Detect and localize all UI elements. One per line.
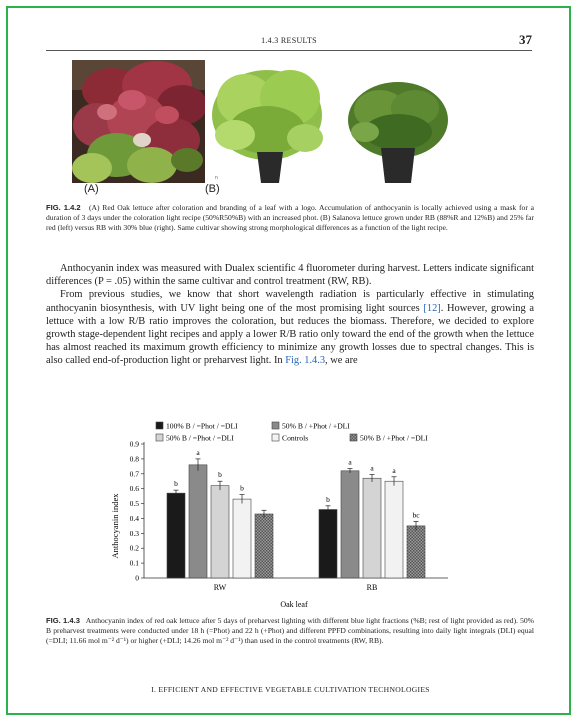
significance-letter: a [348, 457, 352, 467]
y-tick-label: 0.4 [129, 513, 139, 523]
figure-label-1: FIG. 1.4.2 [46, 203, 81, 212]
panel-a-label: (A) [84, 183, 99, 195]
bar [255, 514, 273, 578]
bar [167, 493, 185, 578]
legend-swatch [156, 422, 163, 429]
tiny-mark: n [215, 175, 218, 181]
running-head [46, 34, 532, 51]
paragraph-2 [46, 288, 534, 367]
legend-swatch [156, 434, 163, 441]
bar [233, 499, 251, 578]
legend-swatch [350, 434, 357, 441]
bar [189, 465, 207, 578]
figure-caption-text-2: Anthocyanin index of red oak lettuce after 5 days of preharvest lighting with different blue light fractions (%B; rest of light provided as red). 50% B preharvest treatments were conducted under 18 h (=Phot) and 22 h (+Phot) and different PPFD combinations, resulting into daily light integrals (DLI) equal (=DLI; 11.66 mol m⁻² d⁻¹) or higher (+DLI; 14.26 mol m⁻² d⁻¹) than used in the control treatments (RW, RB). [46, 616, 534, 645]
significance-letter: bc [412, 510, 420, 520]
panel-b-label: (B) [205, 183, 220, 195]
bar [407, 526, 425, 578]
paragraph-2-text-b: . However, growing a lettuce with a low R/B ratio improves the coloration, but reduces the biomass. Therefore, we decided to explore growth stage-dependent light recipes and apply a lower R/B ratio only toward the end of the growth when the lettuce has almost reached its maximum growth efficiency to minimize any growth losses due to spectral changes. This is also called end-of-production light or preharvest light. In [46, 302, 534, 367]
figure-caption-2 [46, 616, 534, 646]
figure-ref-link[interactable]: Fig. 1.4.3 [285, 355, 326, 367]
citation-link[interactable]: [12] [423, 302, 441, 314]
legend-label: 50% B / +Phot / =DLI [360, 433, 428, 443]
y-tick-label: 0.7 [129, 469, 139, 479]
footer-section-title: I. EFFICIENT AND EFFECTIVE VEGETABLE CULTIVATION TECHNOLOGIES [151, 685, 430, 694]
photo-red-oak-lettuce [72, 60, 205, 183]
bar [385, 481, 403, 578]
paragraph-2-text-c: , we are [325, 355, 358, 367]
salanova-lettuce-image [205, 60, 470, 183]
legend-label: 100% B / =Phot / =DLI [166, 421, 238, 431]
y-tick-label: 0.8 [129, 454, 139, 464]
y-tick-label: 0 [135, 573, 139, 583]
page-number: 37 [519, 32, 532, 47]
bar [211, 486, 229, 578]
y-tick-label: 0.5 [129, 499, 139, 509]
bar [341, 471, 359, 578]
legend-label: Controls [282, 433, 309, 443]
y-tick-label: 0.2 [129, 543, 139, 553]
bar [363, 478, 381, 578]
significance-letter: a [196, 447, 200, 457]
paragraph-2-text-a: From previous studies, we know that short wavelength radiation is particularly effective in stimulating anthocyanin biosynthesis, with UV light being one of the most promising light sources [46, 289, 534, 314]
legend-label: 50% B / =Phot / =DLI [166, 433, 234, 443]
running-title: 1.4.3 RESULTS [261, 36, 317, 45]
anthocyanin-chart-svg [92, 418, 492, 610]
significance-letter: b [174, 479, 178, 489]
significance-letter: a [370, 463, 374, 473]
figure-caption-text-1: (A) Red Oak lettuce after coloration and branding of a leaf with a logo. Accumulation of anthocyanin is locally achieved using a mask for a duration of 3 days under the coloration light recipe (50%R50%B) with an increased phot. (B) Salanova lettuce grown under RB (88%R and 12%B) and 25% far red (left) versus RB with 30% blue (right). Same cultivar showing strong morphological differences as a function of the light recipe. [46, 203, 534, 232]
legend-swatch [272, 422, 279, 429]
category-label: RB [366, 583, 378, 592]
anthocyanin-chart [92, 418, 492, 610]
x-axis-label: Oak leaf [280, 600, 308, 609]
category-label: RW [213, 583, 227, 592]
figure-caption-1 [46, 203, 534, 233]
significance-letter: b [218, 470, 222, 480]
legend-label: 50% B / +Phot / +DLI [282, 421, 350, 431]
y-tick-label: 0.9 [129, 439, 139, 449]
legend-swatch [272, 434, 279, 441]
bar [319, 510, 337, 578]
y-tick-label: 0.6 [129, 484, 139, 494]
body-text [46, 262, 534, 368]
y-tick-label: 0.3 [129, 528, 139, 538]
paragraph-1: Anthocyanin index was measured with Dualex scientific 4 fluorometer during harvest. Letters indicate significant differences (P = .05) within the same cultivar and control treatment (RW, RB). [46, 263, 534, 288]
photo-salanova-lettuce [205, 60, 470, 183]
significance-letter: b [326, 494, 330, 504]
figure-label-2: FIG. 1.4.3 [46, 616, 80, 625]
significance-letter: a [392, 465, 396, 475]
significance-letter: b [240, 483, 244, 493]
y-axis-label: Anthocyanin index [110, 493, 120, 559]
y-tick-label: 0.1 [129, 558, 139, 568]
red-oak-lettuce-image [72, 60, 205, 183]
